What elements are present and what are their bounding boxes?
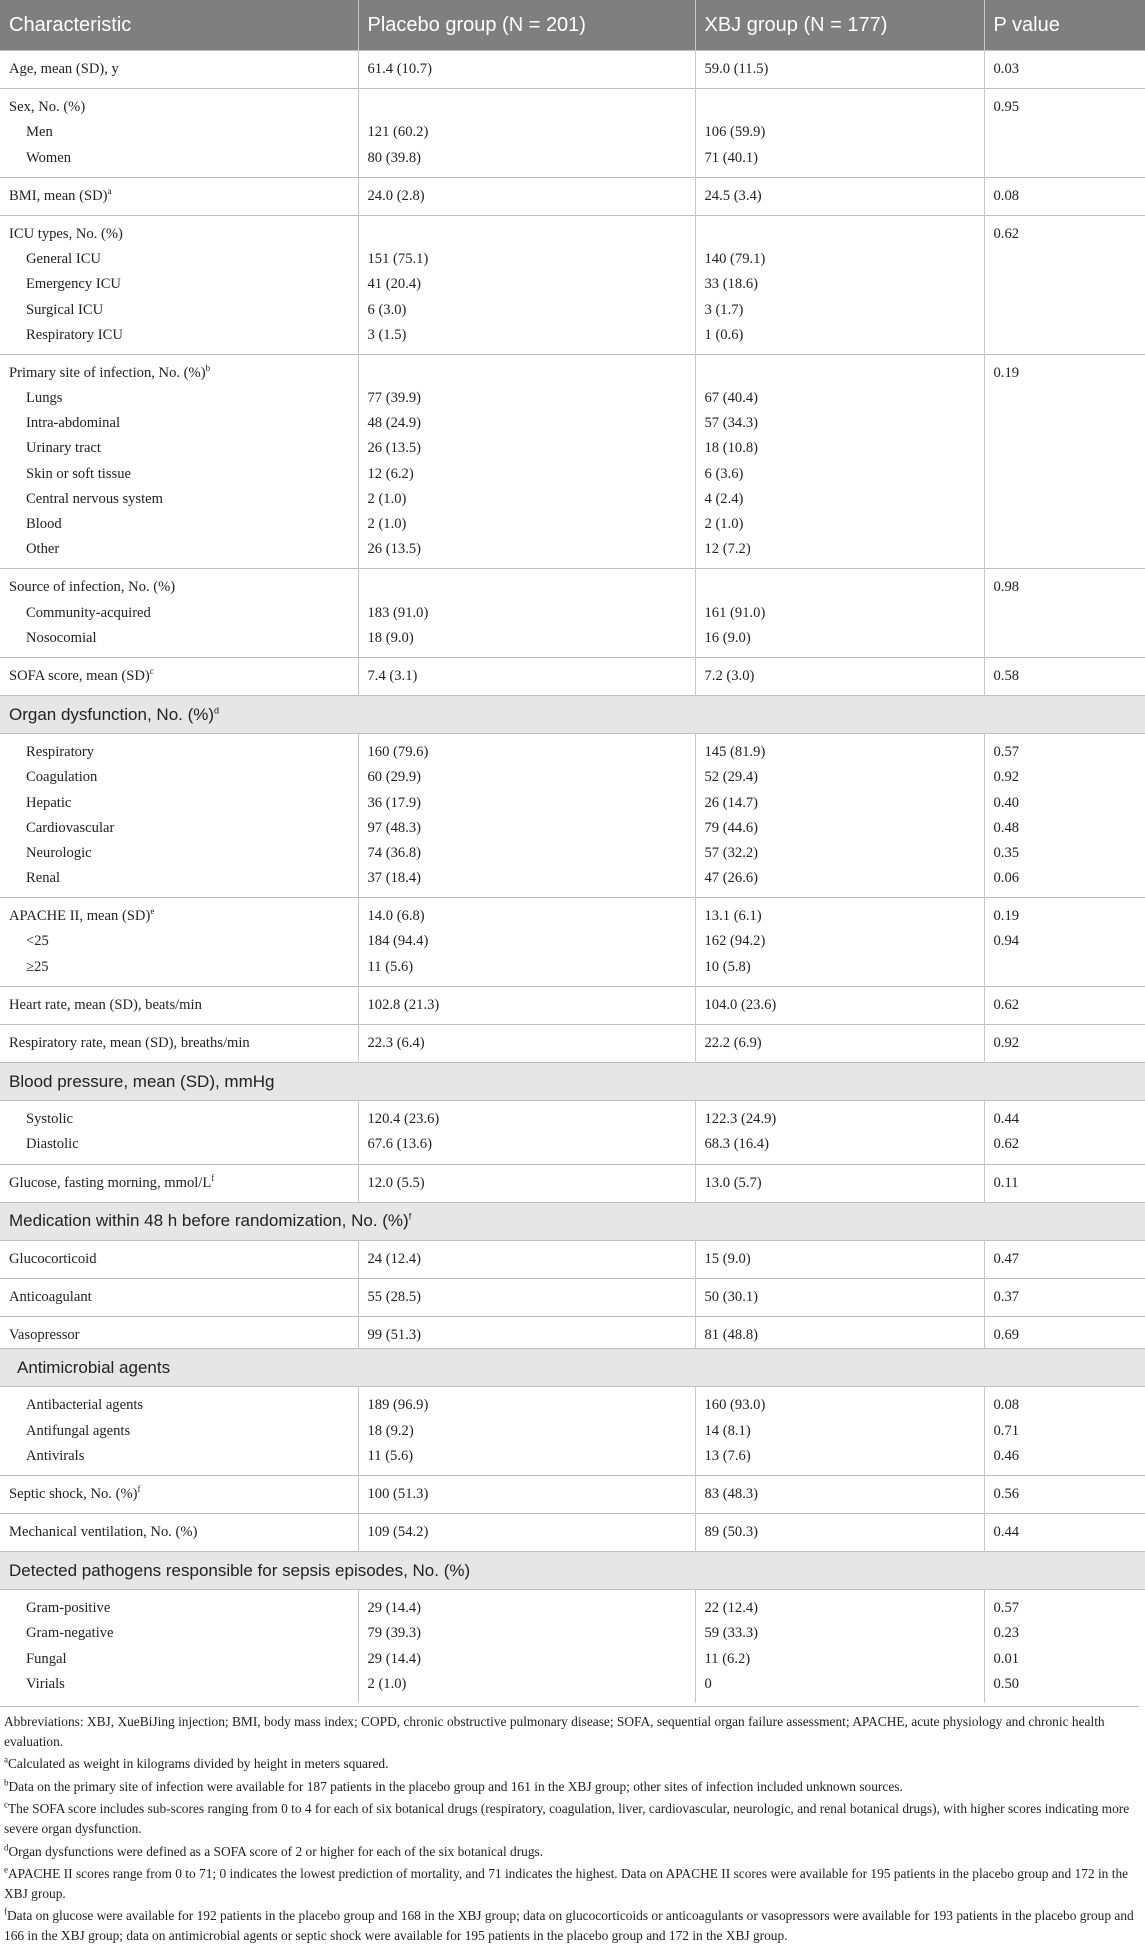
- table-row-blood-pressure: [0, 1101, 1145, 1164]
- placebo-value: 109 (54.2): [368, 1520, 695, 1545]
- xbj-value: 67 (40.4): [705, 386, 984, 411]
- footnote-a: $^a$Calculated as weight in kilograms divided by height in meters squared.: [4, 1754, 1139, 1774]
- table-footnotes: [0, 1706, 1139, 1949]
- p-value: 0.48: [994, 816, 1145, 841]
- p-value: 0.19: [994, 904, 1145, 929]
- sub-label: Community-acquired: [9, 601, 358, 626]
- sub-label: Antibacterial agents: [9, 1393, 358, 1418]
- placebo-value: 24.0 (2.8): [368, 184, 695, 209]
- placebo-value: 29 (14.4): [368, 1647, 695, 1672]
- placebo-value: 36 (17.9): [368, 791, 695, 816]
- xbj-value: 33 (18.6): [705, 272, 984, 297]
- table-row-detected-pathogens: [0, 1590, 1145, 1703]
- xbj-value: 3 (1.7): [705, 298, 984, 323]
- table-row-glucose: [0, 1164, 1145, 1202]
- header-p-value: P value: [984, 0, 1145, 51]
- sub-label: Gram-negative: [9, 1621, 358, 1646]
- p-value: 0.62: [994, 993, 1145, 1018]
- sub-label: Renal: [9, 866, 358, 891]
- placebo-value: 11 (5.6): [368, 1444, 695, 1469]
- p-value: 0.71: [994, 1419, 1145, 1444]
- xbj-value: 1 (0.6): [705, 323, 984, 348]
- footnote-d: $^d$Organ dysfunctions were defined as a SOFA score of 2 or higher for each of the six botanical drugs.: [4, 1842, 1139, 1862]
- footnote-abbreviations: Abbreviations: XBJ, XueBiJing injection; BMI, body mass index; COPD, chronic obstructive pulmonary disease; SOFA, sequential organ failure assessment; APACHE, acute physiology and chronic health evaluation.: [4, 1712, 1139, 1751]
- xbj-value: 71 (40.1): [705, 146, 984, 171]
- sub-label: Women: [9, 146, 358, 171]
- row-label: APACHE II, mean (SD)$^e$: [9, 904, 358, 929]
- placebo-value: 11 (5.6): [368, 955, 695, 980]
- placebo-value: 26 (13.5): [368, 436, 695, 461]
- placebo-value: 29 (14.4): [368, 1596, 695, 1621]
- placebo-value: 74 (36.8): [368, 841, 695, 866]
- sub-label: Coagulation: [9, 765, 358, 790]
- table-row-glucocorticoid: [0, 1240, 1145, 1278]
- xbj-value: 4 (2.4): [705, 487, 984, 512]
- xbj-value: 26 (14.7): [705, 791, 984, 816]
- sub-label: Other: [9, 537, 358, 562]
- row-label: Vasopressor: [9, 1323, 358, 1348]
- row-label: Septic shock, No. (%)$^f$: [9, 1482, 358, 1507]
- p-value: 0.95: [994, 95, 1145, 120]
- section-header-blood-pressure: Blood pressure, mean (SD), mmHg: [0, 1063, 1145, 1101]
- p-value: 0.44: [994, 1520, 1145, 1545]
- footnote-marker: f: [137, 1484, 140, 1494]
- placebo-value: 183 (91.0): [368, 601, 695, 626]
- xbj-value: 7.2 (3.0): [705, 664, 984, 689]
- p-value: 0.98: [994, 575, 1145, 600]
- placebo-value: 2 (1.0): [368, 1672, 695, 1697]
- sub-label: Systolic: [9, 1107, 358, 1132]
- p-value: 0.69: [994, 1323, 1145, 1348]
- xbj-value: 52 (29.4): [705, 765, 984, 790]
- sub-label: Gram-positive: [9, 1596, 358, 1621]
- placebo-value: 7.4 (3.1): [368, 664, 695, 689]
- table-row-septic-shock: [0, 1475, 1145, 1513]
- footnote-e: $^e$APACHE II scores range from 0 to 71; 0 indicates the lowest prediction of mortality, and 71 indicates the highest. Data on APACHE II scores were available for 195 patients in the placebo group and 172 in the XBJ group.: [4, 1864, 1139, 1903]
- xbj-value: 160 (93.0): [705, 1393, 984, 1418]
- table-row-sofa: [0, 657, 1145, 695]
- placebo-value: 3 (1.5): [368, 323, 695, 348]
- sub-label: Intra-abdominal: [9, 411, 358, 436]
- p-value: 0.47: [994, 1247, 1145, 1272]
- sub-label: Virials: [9, 1672, 358, 1697]
- sub-label: Men: [9, 120, 358, 145]
- placebo-value: 102.8 (21.3): [368, 993, 695, 1018]
- table-row-heart-rate: [0, 986, 1145, 1024]
- row-label: Respiratory rate, mean (SD), breaths/min: [9, 1031, 358, 1056]
- xbj-value: 140 (79.1): [705, 247, 984, 272]
- p-value: 0.46: [994, 1444, 1145, 1469]
- section-header-antimicrobial-agents: Antimicrobial agents: [0, 1349, 1145, 1387]
- placebo-value: 97 (48.3): [368, 816, 695, 841]
- footnote-b: $^b$Data on the primary site of infection were available for 187 patients in the placebo group and 161 in the XBJ group; other sites of infection included unknown sources.: [4, 1777, 1139, 1797]
- footnote-marker: d: [214, 705, 219, 715]
- placebo-value: 12 (6.2): [368, 462, 695, 487]
- sub-label: Central nervous system: [9, 487, 358, 512]
- p-value: 0.08: [994, 1393, 1145, 1418]
- row-label: SOFA score, mean (SD)$^c$: [9, 664, 358, 689]
- placebo-value: 79 (39.3): [368, 1621, 695, 1646]
- footnote-marker: c: [150, 666, 154, 676]
- xbj-value: 57 (34.3): [705, 411, 984, 436]
- placebo-value: 22.3 (6.4): [368, 1031, 695, 1056]
- xbj-value: 59.0 (11.5): [705, 57, 984, 82]
- placebo-value: 41 (20.4): [368, 272, 695, 297]
- table-row-icu-types: [0, 215, 1145, 354]
- placebo-value: 26 (13.5): [368, 537, 695, 562]
- placebo-value: 2 (1.0): [368, 487, 695, 512]
- row-label: Age, mean (SD), y: [9, 57, 358, 82]
- placebo-value: 61.4 (10.7): [368, 57, 695, 82]
- footnote-marker: e: [150, 906, 154, 916]
- placebo-value: 121 (60.2): [368, 120, 695, 145]
- sub-label: General ICU: [9, 247, 358, 272]
- p-value: 0.35: [994, 841, 1145, 866]
- placebo-value: 100 (51.3): [368, 1482, 695, 1507]
- sub-label: Hepatic: [9, 791, 358, 816]
- p-value: 0.40: [994, 791, 1145, 816]
- xbj-value: 89 (50.3): [705, 1520, 984, 1545]
- xbj-value: 161 (91.0): [705, 601, 984, 626]
- sub-label: Antivirals: [9, 1444, 358, 1469]
- placebo-value: 2 (1.0): [368, 512, 695, 537]
- p-value: 0.19: [994, 361, 1145, 386]
- xbj-value: 6 (3.6): [705, 462, 984, 487]
- xbj-value: 22.2 (6.9): [705, 1031, 984, 1056]
- footnote-f: $^f$Data on glucose were available for 192 patients in the placebo group and 168 in the XBJ group; data on glucocorticoids or anticoagulants or vasopressors were available for 193 patients in the placebo group and 166 in the XBJ group; data on antimicrobial agents or septic shock were available for 195 patients in the placebo group and 172 in the XBJ group.: [4, 1906, 1139, 1945]
- section-header-medication: Medication within 48 h before randomization, No. (%)$^f$: [0, 1202, 1145, 1240]
- xbj-value: 14 (8.1): [705, 1419, 984, 1444]
- p-value: 0.08: [994, 184, 1145, 209]
- p-value: 0.62: [994, 1132, 1145, 1157]
- p-value: 0.57: [994, 740, 1145, 765]
- p-value: 0.06: [994, 866, 1145, 891]
- placebo-value: 77 (39.9): [368, 386, 695, 411]
- table-row-primary-site: [0, 354, 1145, 569]
- sub-label: Neurologic: [9, 841, 358, 866]
- xbj-value: 13.1 (6.1): [705, 904, 984, 929]
- placebo-value: 120.4 (23.6): [368, 1107, 695, 1132]
- row-label: Source of infection, No. (%): [9, 575, 358, 600]
- sub-label: Diastolic: [9, 1132, 358, 1157]
- footnote-marker: f: [409, 1212, 412, 1222]
- p-value: 0.94: [994, 929, 1145, 954]
- table-row-bmi: [0, 177, 1145, 215]
- placebo-value: 6 (3.0): [368, 298, 695, 323]
- placebo-value: 67.6 (13.6): [368, 1132, 695, 1157]
- xbj-value: 57 (32.2): [705, 841, 984, 866]
- sub-label: Nosocomial: [9, 626, 358, 651]
- xbj-value: 83 (48.3): [705, 1482, 984, 1507]
- p-value: 0.56: [994, 1482, 1145, 1507]
- table-row-age: [0, 51, 1145, 89]
- placebo-value: 48 (24.9): [368, 411, 695, 436]
- xbj-value: 16 (9.0): [705, 626, 984, 651]
- xbj-value: 13.0 (5.7): [705, 1171, 984, 1196]
- table-row-vasopressor: [0, 1317, 1145, 1349]
- xbj-value: 145 (81.9): [705, 740, 984, 765]
- p-value: 0.62: [994, 222, 1145, 247]
- xbj-value: 18 (10.8): [705, 436, 984, 461]
- table-row-anticoagulant: [0, 1278, 1145, 1316]
- sub-label: Lungs: [9, 386, 358, 411]
- xbj-value: 13 (7.6): [705, 1444, 984, 1469]
- p-value: 0.57: [994, 1596, 1145, 1621]
- section-header-detected-pathogens: Detected pathogens responsible for sepsis episodes, No. (%): [0, 1552, 1145, 1590]
- xbj-value: 81 (48.8): [705, 1323, 984, 1348]
- placebo-value: 18 (9.0): [368, 626, 695, 651]
- p-value: 0.44: [994, 1107, 1145, 1132]
- row-label: Mechanical ventilation, No. (%): [9, 1520, 358, 1545]
- sub-label: Antifungal agents: [9, 1419, 358, 1444]
- xbj-value: 106 (59.9): [705, 120, 984, 145]
- row-label: ICU types, No. (%): [9, 222, 358, 247]
- xbj-value: 47 (26.6): [705, 866, 984, 891]
- p-value: 0.50: [994, 1672, 1145, 1697]
- footnote-marker: b: [206, 363, 211, 373]
- footnote-c: $^c$The SOFA score includes sub-scores ranging from 0 to 4 for each of six botanical drugs (respiratory, coagulation, liver, cardiovascular, neurologic, and renal botanical drugs), with higher scores indicating more severe organ dysfunction.: [4, 1799, 1139, 1838]
- table-row-organ-dysfunction: [0, 734, 1145, 898]
- header-xbj-group: XBJ group (N = 177): [695, 0, 984, 51]
- placebo-value: 18 (9.2): [368, 1419, 695, 1444]
- placebo-value: 14.0 (6.8): [368, 904, 695, 929]
- p-value: 0.23: [994, 1621, 1145, 1646]
- placebo-value: 12.0 (5.5): [368, 1171, 695, 1196]
- table-row-antimicrobial-agents: [0, 1387, 1145, 1476]
- row-label: Sex, No. (%): [9, 95, 358, 120]
- p-value: 0.58: [994, 664, 1145, 689]
- placebo-value: 60 (29.9): [368, 765, 695, 790]
- sub-label: ≥25: [9, 955, 358, 980]
- sub-label: Emergency ICU: [9, 272, 358, 297]
- row-label: Primary site of infection, No. (%)$^b$: [9, 361, 358, 386]
- header-characteristic: Characteristic: [0, 0, 358, 51]
- p-value: 0.37: [994, 1285, 1145, 1310]
- sub-label: Respiratory ICU: [9, 323, 358, 348]
- xbj-value: 10 (5.8): [705, 955, 984, 980]
- sub-label: Respiratory: [9, 740, 358, 765]
- row-label: Heart rate, mean (SD), beats/min: [9, 993, 358, 1018]
- xbj-value: 104.0 (23.6): [705, 993, 984, 1018]
- row-label: Anticoagulant: [9, 1285, 358, 1310]
- section-header-organ-dysfunction: Organ dysfunction, No. (%)$^d$: [0, 696, 1145, 734]
- placebo-value: 189 (96.9): [368, 1393, 695, 1418]
- header-placebo-group: Placebo group (N = 201): [358, 0, 695, 51]
- xbj-value: 68.3 (16.4): [705, 1132, 984, 1157]
- footnote-marker: a: [108, 186, 112, 196]
- footnote-marker: f: [211, 1173, 214, 1183]
- p-value: 0.03: [994, 57, 1145, 82]
- xbj-value: 24.5 (3.4): [705, 184, 984, 209]
- p-value: 0.11: [994, 1171, 1145, 1196]
- placebo-value: 184 (94.4): [368, 929, 695, 954]
- xbj-value: 79 (44.6): [705, 816, 984, 841]
- table-row-apache-ii: [0, 898, 1145, 987]
- row-label: Glucose, fasting morning, mmol/$L^f$: [9, 1171, 358, 1196]
- row-label: Glucocorticoid: [9, 1247, 358, 1272]
- sub-label: <25: [9, 929, 358, 954]
- sub-label: Fungal: [9, 1647, 358, 1672]
- xbj-value: 12 (7.2): [705, 537, 984, 562]
- xbj-value: 59 (33.3): [705, 1621, 984, 1646]
- table-row-respiratory-rate: [0, 1025, 1145, 1063]
- placebo-value: 24 (12.4): [368, 1247, 695, 1272]
- xbj-value: 0: [705, 1672, 984, 1697]
- xbj-value: 122.3 (24.9): [705, 1107, 984, 1132]
- placebo-value: 55 (28.5): [368, 1285, 695, 1310]
- table-row-source-of-infection: [0, 569, 1145, 658]
- row-label: BMI, mean (SD)$^a$: [9, 184, 358, 209]
- table-row-sex: [0, 89, 1145, 178]
- xbj-value: 50 (30.1): [705, 1285, 984, 1310]
- xbj-value: 2 (1.0): [705, 512, 984, 537]
- p-value: 0.92: [994, 765, 1145, 790]
- placebo-value: 151 (75.1): [368, 247, 695, 272]
- placebo-value: 99 (51.3): [368, 1323, 695, 1348]
- placebo-value: 37 (18.4): [368, 866, 695, 891]
- p-value: 0.01: [994, 1647, 1145, 1672]
- sub-label: Urinary tract: [9, 436, 358, 461]
- sub-label: Cardiovascular: [9, 816, 358, 841]
- table-header-row: [0, 0, 1145, 51]
- table-row-mechanical-ventilation: [0, 1514, 1145, 1552]
- sub-label: Surgical ICU: [9, 298, 358, 323]
- xbj-value: 22 (12.4): [705, 1596, 984, 1621]
- xbj-value: 15 (9.0): [705, 1247, 984, 1272]
- p-value: 0.92: [994, 1031, 1145, 1056]
- sub-label: Skin or soft tissue: [9, 462, 358, 487]
- xbj-value: 11 (6.2): [705, 1647, 984, 1672]
- placebo-value: 160 (79.6): [368, 740, 695, 765]
- sub-label: Blood: [9, 512, 358, 537]
- placebo-value: 80 (39.8): [368, 146, 695, 171]
- xbj-value: 162 (94.2): [705, 929, 984, 954]
